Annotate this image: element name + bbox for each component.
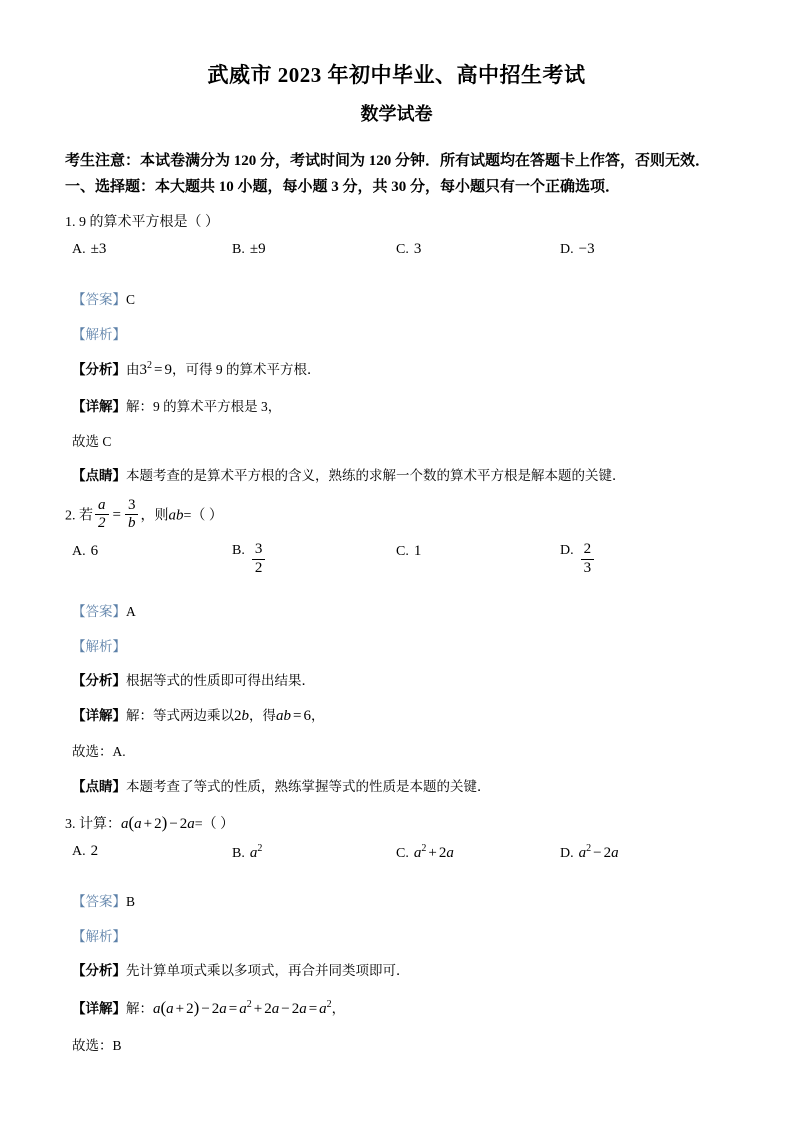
minus-sign: −	[169, 815, 178, 832]
question-3-detail-line	[65, 981, 728, 1021]
answer-tag: 【答案】	[72, 604, 126, 620]
option-label-a: A.	[72, 242, 86, 258]
question-1-approach-suffix: ，可得 9 的算术平方根．	[171, 362, 321, 378]
math-2: 2	[154, 815, 162, 832]
question-2-stem	[65, 486, 728, 533]
question-1-highlight-text: 本题考查的是算术平方根的含义，熟练的求解一个数的算术平方根是解本题的关键．	[126, 468, 626, 484]
question-1-approach-prefix: 由	[126, 362, 140, 378]
question-3-stem-lead: 3. 计算：	[65, 816, 121, 832]
question-1-detail-line	[65, 382, 728, 417]
option-value-a: 2	[90, 843, 99, 860]
question-3-detail-suffix: ，	[331, 1000, 346, 1016]
approach-tag: 【分析】	[72, 362, 126, 378]
open-paren: (	[128, 812, 135, 832]
answer-tag: 【答案】	[72, 292, 126, 308]
option-label-c: C.	[396, 242, 409, 258]
approach-tag: 【分析】	[72, 673, 126, 689]
question-2-option-c[interactable]	[396, 543, 421, 560]
question-3-option-b[interactable]	[232, 843, 262, 862]
question-3-option-a[interactable]	[72, 843, 98, 860]
option-value-c: 1	[413, 543, 422, 560]
question-3-approach-line	[65, 946, 728, 981]
question-3-answer-value: B	[126, 894, 136, 910]
option-value-b-math: $a^2$	[249, 843, 263, 862]
detail-tag: 【详解】	[72, 399, 126, 415]
question-3-approach-text: 先计算单项式乘以多项式，再合并同类项即可．	[126, 963, 410, 979]
question-1-approach-line	[65, 344, 728, 382]
question-2-approach-text: 根据等式的性质即可得出结果．	[126, 673, 315, 689]
question-3-analysis-tag-line	[65, 912, 728, 947]
option-value-a: ±3	[90, 241, 107, 258]
fraction-a-over-2: $\frac{a}{2}$	[95, 498, 109, 532]
option-label-b: B.	[232, 543, 245, 559]
option-value-c-math: $a^2 + 2a$	[413, 843, 454, 862]
option-label-d: D.	[560, 846, 574, 862]
option-label-d: D.	[560, 242, 574, 258]
detail-tag: 【详解】	[72, 1000, 126, 1016]
question-2-analysis-tag-line	[65, 622, 728, 657]
question-3-detail-prefix: 解：	[126, 1000, 153, 1016]
detail-tag: 【详解】	[72, 707, 126, 723]
option-label-b: B.	[232, 242, 245, 258]
plus-sign: +	[143, 815, 153, 832]
option-label-c: C.	[396, 846, 409, 862]
math-a: a	[121, 815, 129, 832]
question-1-stem	[65, 199, 728, 233]
question-3-stem-tail: =（ ）	[194, 816, 235, 832]
question-2-stem-lead: 2. 若	[65, 508, 93, 524]
question-1-highlight-line	[65, 451, 728, 486]
question-1-conclusion: 故选 C	[72, 433, 112, 449]
option-label-b: B.	[232, 846, 245, 862]
page-title: 武威市 2023 年初中毕业、高中招生考试	[207, 63, 586, 87]
question-2-options	[65, 543, 728, 587]
question-3-options	[65, 843, 728, 877]
option-value-c: 3	[413, 241, 422, 258]
question-2-detail-suffix: ，	[310, 707, 325, 723]
approach-tag: 【分析】	[72, 963, 126, 979]
analysis-tag: 【解析】	[72, 928, 126, 944]
option-value-b-fraction: $\frac{3}{2}$	[252, 542, 266, 576]
math-a-inner: a	[134, 815, 142, 832]
question-3-answer-line	[65, 877, 728, 912]
question-2-detail-prefix: 解：等式两边乘以	[126, 707, 234, 723]
page-subtitle: 数学试卷	[360, 104, 433, 125]
question-2-stem-tail: =（ ）	[183, 508, 223, 524]
option-value-b: ±9	[249, 241, 266, 258]
analysis-tag: 【解析】	[72, 638, 126, 654]
question-1-stem-text: 1. 9 的算术平方根是（ ）	[65, 215, 219, 231]
detail-math-6: 6	[303, 707, 311, 724]
question-1-option-b[interactable]	[232, 241, 266, 258]
question-2-stem-mid: ，则	[140, 508, 169, 524]
question-2-detail-mid: ，得	[249, 707, 276, 723]
analysis-tag: 【解析】	[72, 326, 126, 342]
exam-notice: 考生注意：本试卷满分为 120 分，考试时间为 120 分钟．所有试题均在答题卡上作答，否则无效．	[65, 152, 711, 169]
question-1-answer-value: C	[126, 292, 136, 308]
option-value-d-math: $a^2 - 2a$	[578, 843, 619, 862]
option-label-c: C.	[396, 544, 409, 560]
question-3-option-c[interactable]	[396, 843, 454, 862]
question-2-highlight-line	[65, 762, 728, 797]
question-1-analysis-tag-line	[65, 310, 728, 345]
detail-math-ab: ab	[276, 707, 291, 724]
question-2-highlight-text: 本题考查了等式的性质，熟练掌握等式的性质是本题的关键．	[126, 779, 491, 795]
question-3-option-d[interactable]	[560, 843, 619, 862]
approach-math-1: $3^2$	[139, 360, 152, 379]
highlight-tag: 【点睛】	[72, 779, 126, 795]
question-2-detail-line	[65, 691, 728, 728]
option-value-a: 6	[90, 543, 99, 560]
equals-sign: =	[112, 507, 121, 524]
question-1-detail-text: 解：9 的算术平方根是 3，	[126, 399, 282, 415]
highlight-tag: 【点睛】	[72, 468, 126, 484]
approach-math-2: 9	[164, 362, 172, 379]
question-2-option-a[interactable]	[72, 543, 98, 560]
approach-math-eq: =	[154, 362, 163, 379]
variable-ab: ab	[168, 507, 184, 524]
section-heading-choice: 一、选择题：本大题共 10 小题，每小题 3 分，共 30 分，每小题只有一个正确选项．	[65, 178, 621, 195]
option-label-a: A.	[72, 544, 86, 560]
question-1-option-d[interactable]	[560, 241, 595, 258]
question-2-approach-line	[65, 656, 728, 691]
question-2-option-d[interactable]	[560, 543, 596, 577]
question-1-option-a[interactable]	[72, 241, 106, 258]
option-label-d: D.	[560, 543, 574, 559]
question-3-conclusion: 故选：B	[72, 1037, 122, 1053]
detail-math-2b: 2b	[234, 707, 249, 724]
question-2-answer-line	[65, 587, 728, 622]
option-value-d: −3	[578, 241, 595, 258]
detail-equals: =	[293, 707, 302, 724]
question-2-option-b[interactable]	[232, 543, 267, 577]
question-1-options	[65, 241, 728, 275]
question-3-detail-math: $a(a + 2) - 2a = a^2 + 2a - 2a = a^2$	[153, 997, 332, 1017]
answer-tag: 【答案】	[72, 894, 126, 910]
question-1-option-c[interactable]	[396, 241, 421, 258]
option-value-d-fraction: $\frac{2}{3}$	[581, 542, 595, 576]
option-label-a: A.	[72, 844, 86, 860]
question-3-stem	[65, 797, 728, 836]
fraction-3-over-b: $\frac{3}{b}$	[125, 498, 139, 532]
question-1-answer-line	[65, 275, 728, 310]
question-2-answer-value: A	[126, 604, 136, 620]
question-2-conclusion: 故选：A.	[72, 744, 126, 760]
math-2a: 2a	[179, 815, 195, 832]
close-paren: )	[161, 812, 168, 832]
